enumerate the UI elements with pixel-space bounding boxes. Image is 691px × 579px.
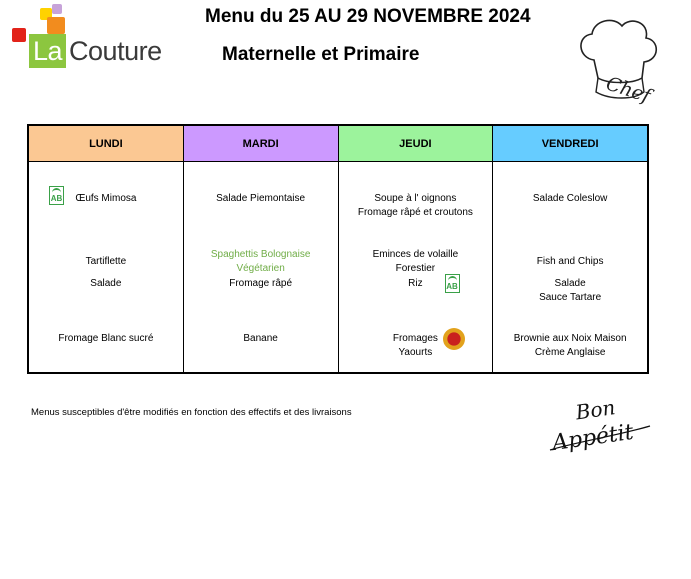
day-header (29, 126, 183, 162)
menu-table (27, 124, 649, 374)
menu-subtitle: Maternelle et Primaire (222, 44, 420, 65)
day-column-vendredi (493, 126, 647, 372)
day-header (184, 126, 338, 162)
dessert-item: Banane (243, 333, 278, 344)
entree-item: Soupe à l' oignons (374, 193, 457, 204)
dessert-item: Fromage Blanc sucré (58, 333, 154, 344)
bio-label-icon: AB (49, 186, 64, 205)
appetit-word: Appétit (550, 419, 636, 457)
plat-item: Eminces de volaille (372, 249, 459, 260)
la-couture-logo (10, 4, 160, 72)
dessert-item: Brownie aux Noix Maison (513, 333, 627, 344)
bio-label-icon: AB (445, 274, 460, 293)
disclaimer-note: Menus susceptibles d'être modifiés en fonction des effectifs et des livraisons (31, 407, 352, 418)
day-name: MARDI (242, 137, 279, 150)
plat-item: Salade (554, 278, 586, 289)
day-column-jeudi (339, 126, 494, 372)
bon-appetit-script (546, 392, 656, 458)
day-header (493, 126, 647, 162)
dessert-item: Crème Anglaise (534, 347, 606, 358)
plat-item: Tartiflette (85, 256, 127, 267)
plat-item: Fromage râpé (229, 278, 293, 289)
logo-couture: Couture (69, 36, 162, 66)
entree-item: Œufs Mimosa (75, 193, 137, 204)
entree-item: Salade Piemontaise (216, 193, 306, 204)
plat-item: Forestier (395, 263, 436, 274)
plat-item: Riz (408, 278, 423, 289)
menu-title: Menu du 25 AU 29 NOVEMBRE 2024 (205, 6, 531, 27)
logo-wordmark (29, 34, 162, 68)
dessert-item: Yaourts (398, 347, 433, 358)
day-name: LUNDI (89, 137, 123, 150)
chef-word: Chef (603, 72, 654, 108)
plat-item-vegetarian: Végétarien (236, 263, 285, 274)
plat-item-vegetarian: Spaghettis Bolognaise (210, 249, 311, 260)
plat-item: Fish and Chips (536, 256, 604, 267)
chef-hat-icon (572, 14, 662, 110)
dessert-item: Fromages (392, 333, 438, 344)
day-name: JEUDI (399, 137, 432, 150)
entree-item: Salade Coleslow (532, 193, 608, 204)
bon-word: Bon (574, 395, 617, 425)
day-header (339, 126, 493, 162)
day-name: VENDREDI (541, 137, 599, 150)
day-column-mardi (184, 126, 339, 372)
entree-item: Fromage râpé et croutons (357, 207, 473, 218)
logo-la: La (29, 34, 66, 68)
plat-item: Sauce Tartare (539, 292, 602, 303)
plat-item: Salade (90, 278, 122, 289)
day-column-lundi (29, 126, 184, 372)
